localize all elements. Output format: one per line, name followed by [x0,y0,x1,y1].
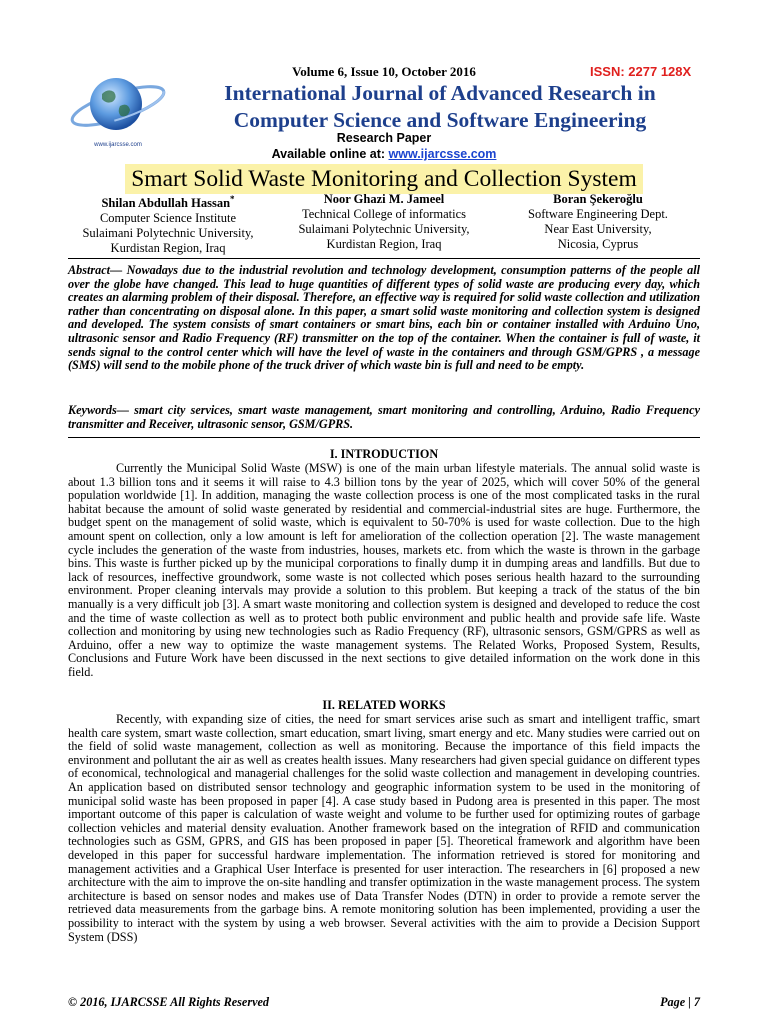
author-affiliation: Near East University, [544,222,652,236]
author-affiliation: Kurdistan Region, Iraq [326,237,442,251]
author-name: Boran Şekeroğlu [553,192,643,206]
keywords-label: Keywords— [68,403,129,417]
keywords [68,404,700,431]
author-affiliation: Kurdistan Region, Iraq [110,241,226,256]
author-1 [58,192,278,256]
paper-title-container [0,164,768,194]
abstract [68,264,700,373]
issn: ISSN: 2277 128X [590,64,692,79]
corresponding-marker: * [230,194,235,204]
paper-title: Smart Solid Waste Monitoring and Collection System [125,164,643,194]
logo-text: www.ijarcsse.com [94,142,142,148]
related-works-body: Recently, with expanding size of cities, the need for smart services arise such as smart and intelligent traffic, smart health care system, smart waste collection, smart education, smart living, smart energy and etc. Many studies were carried out on the field of solid waste management, collection as well as monitoring. Because the importance of this field impacts the environment and pollutant the air as well as creates health issues. Many researchers had given special guidance on different types of economical, technological and managerial challenges for the solid waste collection and management in developing countries. An application based on distributed sensor technology and geographic information system to be used in the monitoring of municipal solid waste has been proposed in paper [4]. A case study based in Pudong area is presented in this paper. The most important outcome of this paper is calculation of waste weight and volume to be further used for optimizing routes of garbage collection vehicles and material density evaluation. Another framework based on the integration of RFID and communication technologies such as GSM, GPRS, and GIS has been proposed in paper [5]. Theoretical framework and algorithm have been developed in this paper for successful hardware implementation. The information retrieved is stored for monitoring and management activities and a Graphical User Interface is presented for user interaction. The researchers in [6] proposed a new architecture with the aim to improve the on-site handling and transfer optimization in the waste management process. The system architecture is based on sensor nodes and makes use of Data Transfer Nodes (DTN) in order to provide a remote server the retrieved data measurements from the garbage bins. A remote monitoring solution has been implemented, providing a user the possibility to interact with the system by using a web browser. Several activities with the aim to provide a Decision Support System (DSS) [68,712,700,944]
availability-line [0,147,768,161]
abstract-label: Abstract— [68,263,123,277]
page-number: Page | 7 [660,995,700,1009]
author-affiliation: Computer Science Institute [99,211,237,226]
paper-type: Research Paper [336,131,432,145]
introduction-body: Currently the Municipal Solid Waste (MSW) is one of the main urban lifestyle materials. The annual solid waste is about 1.3 billion tons and it seems it will raise to 4.3 billion tons by the year of 2025, which will cover 50% of the general population worldwide [1]. In addition, managing the waste collection process is one of the most complicated tasks in the rural habitat because the amount of solid waste generated by residential and commercial-industrial sites are huge. Furthermore, the budget spent on the management of solid waste, which is equivalent to 50-70% is used for waste collection. Due to the high amount spent on collection, only a low amount is left for amelioration of the collection operation [2]. The waste management cycle includes the generation of the waste from industries, houses, markets etc. from which the waste is thrown in the garbage bins. This waste is further picked up by the municipal corporations to finally dump it in dumping areas and landfills. But due to lack of resources, ineffective groundwork, some waste is not collected which poses serious health hazard to the surrounding environment. Proper cleaning intervals may provide a solution to this problem. But keeping a track of the status of the bin manually is a very difficult job [3]. A smart waste monitoring and collection system is designed and developed to reduce the cost and the time of waste collection as well as to protect both public environment and public health and provide safe life. Waste collection and monitoring by using new technologies such as Radio Frequency (RF), ultrasonic sensors, GSM/GPRS as well as Arduino, offer a new way to optimize the waste management systems. The Related Works, Proposed System, Results, Conclusions and Future Work have been discussed in the next sections to give detailed information on the work done in this field. [68,461,700,679]
author-affiliation: Software Engineering Dept. [528,207,668,221]
volume-info: Volume 6, Issue 10, October 2016 [292,64,476,79]
author-name: Noor Ghazi M. Jameel [323,192,445,206]
author-2 [274,192,494,252]
author-affiliation: Technical College of informatics [302,207,466,221]
footer-copyright: © 2016, IJARCSSE All Rights Reserved [68,995,269,1009]
section-heading-introduction: I. INTRODUCTION [329,447,439,461]
author-name: Shilan Abdullah Hassan [101,196,231,211]
author-3 [488,192,708,252]
author-affiliation: Sulaimani Polytechnic University, [298,222,470,236]
divider [68,258,700,259]
author-affiliation: Sulaimani Polytechnic University, [82,226,254,241]
journal-title: International Journal of Advanced Research in Computer Science and Software Engineering [224,81,656,132]
divider [68,437,700,438]
author-affiliation: Nicosia, Cyprus [557,237,639,251]
journal-website-link[interactable]: www.ijarcsse.com [388,147,497,161]
abstract-text: Nowadays due to the industrial revolution and technology development, consumption patterns of the people all over the globe have changed. This lead to huge quantities of different types of solid waste are producing every day, which creates an alarming problem of their disposal. Therefore, an effective way is required for solid waste collection and utilization rather than concentrating on disposal alone. In this paper, a smart solid waste monitoring and collection system is designed and developed. The system consists of smart containers or smart bins, each bin or container installed with Arduino Uno, ultrasonic sensor and Radio Frequency (RF) transmitter on the top of the container. When the container is full of waste, it sends signal to the control center which will have the level of waste in the containers and through GSM/GPRS , a message (SMS) will send to the mobile phone of the truck driver of which waste bin is full and need to be empty. [68,263,700,373]
keywords-text: smart city services, smart waste management, smart monitoring and controlling, Arduino, Radio Frequency transmitter and Receiver, ultrasonic sensor, GSM/GPRS. [68,403,700,431]
section-heading-related-works: II. RELATED WORKS [322,698,446,712]
availability-prefix: Available online at: [271,147,389,161]
